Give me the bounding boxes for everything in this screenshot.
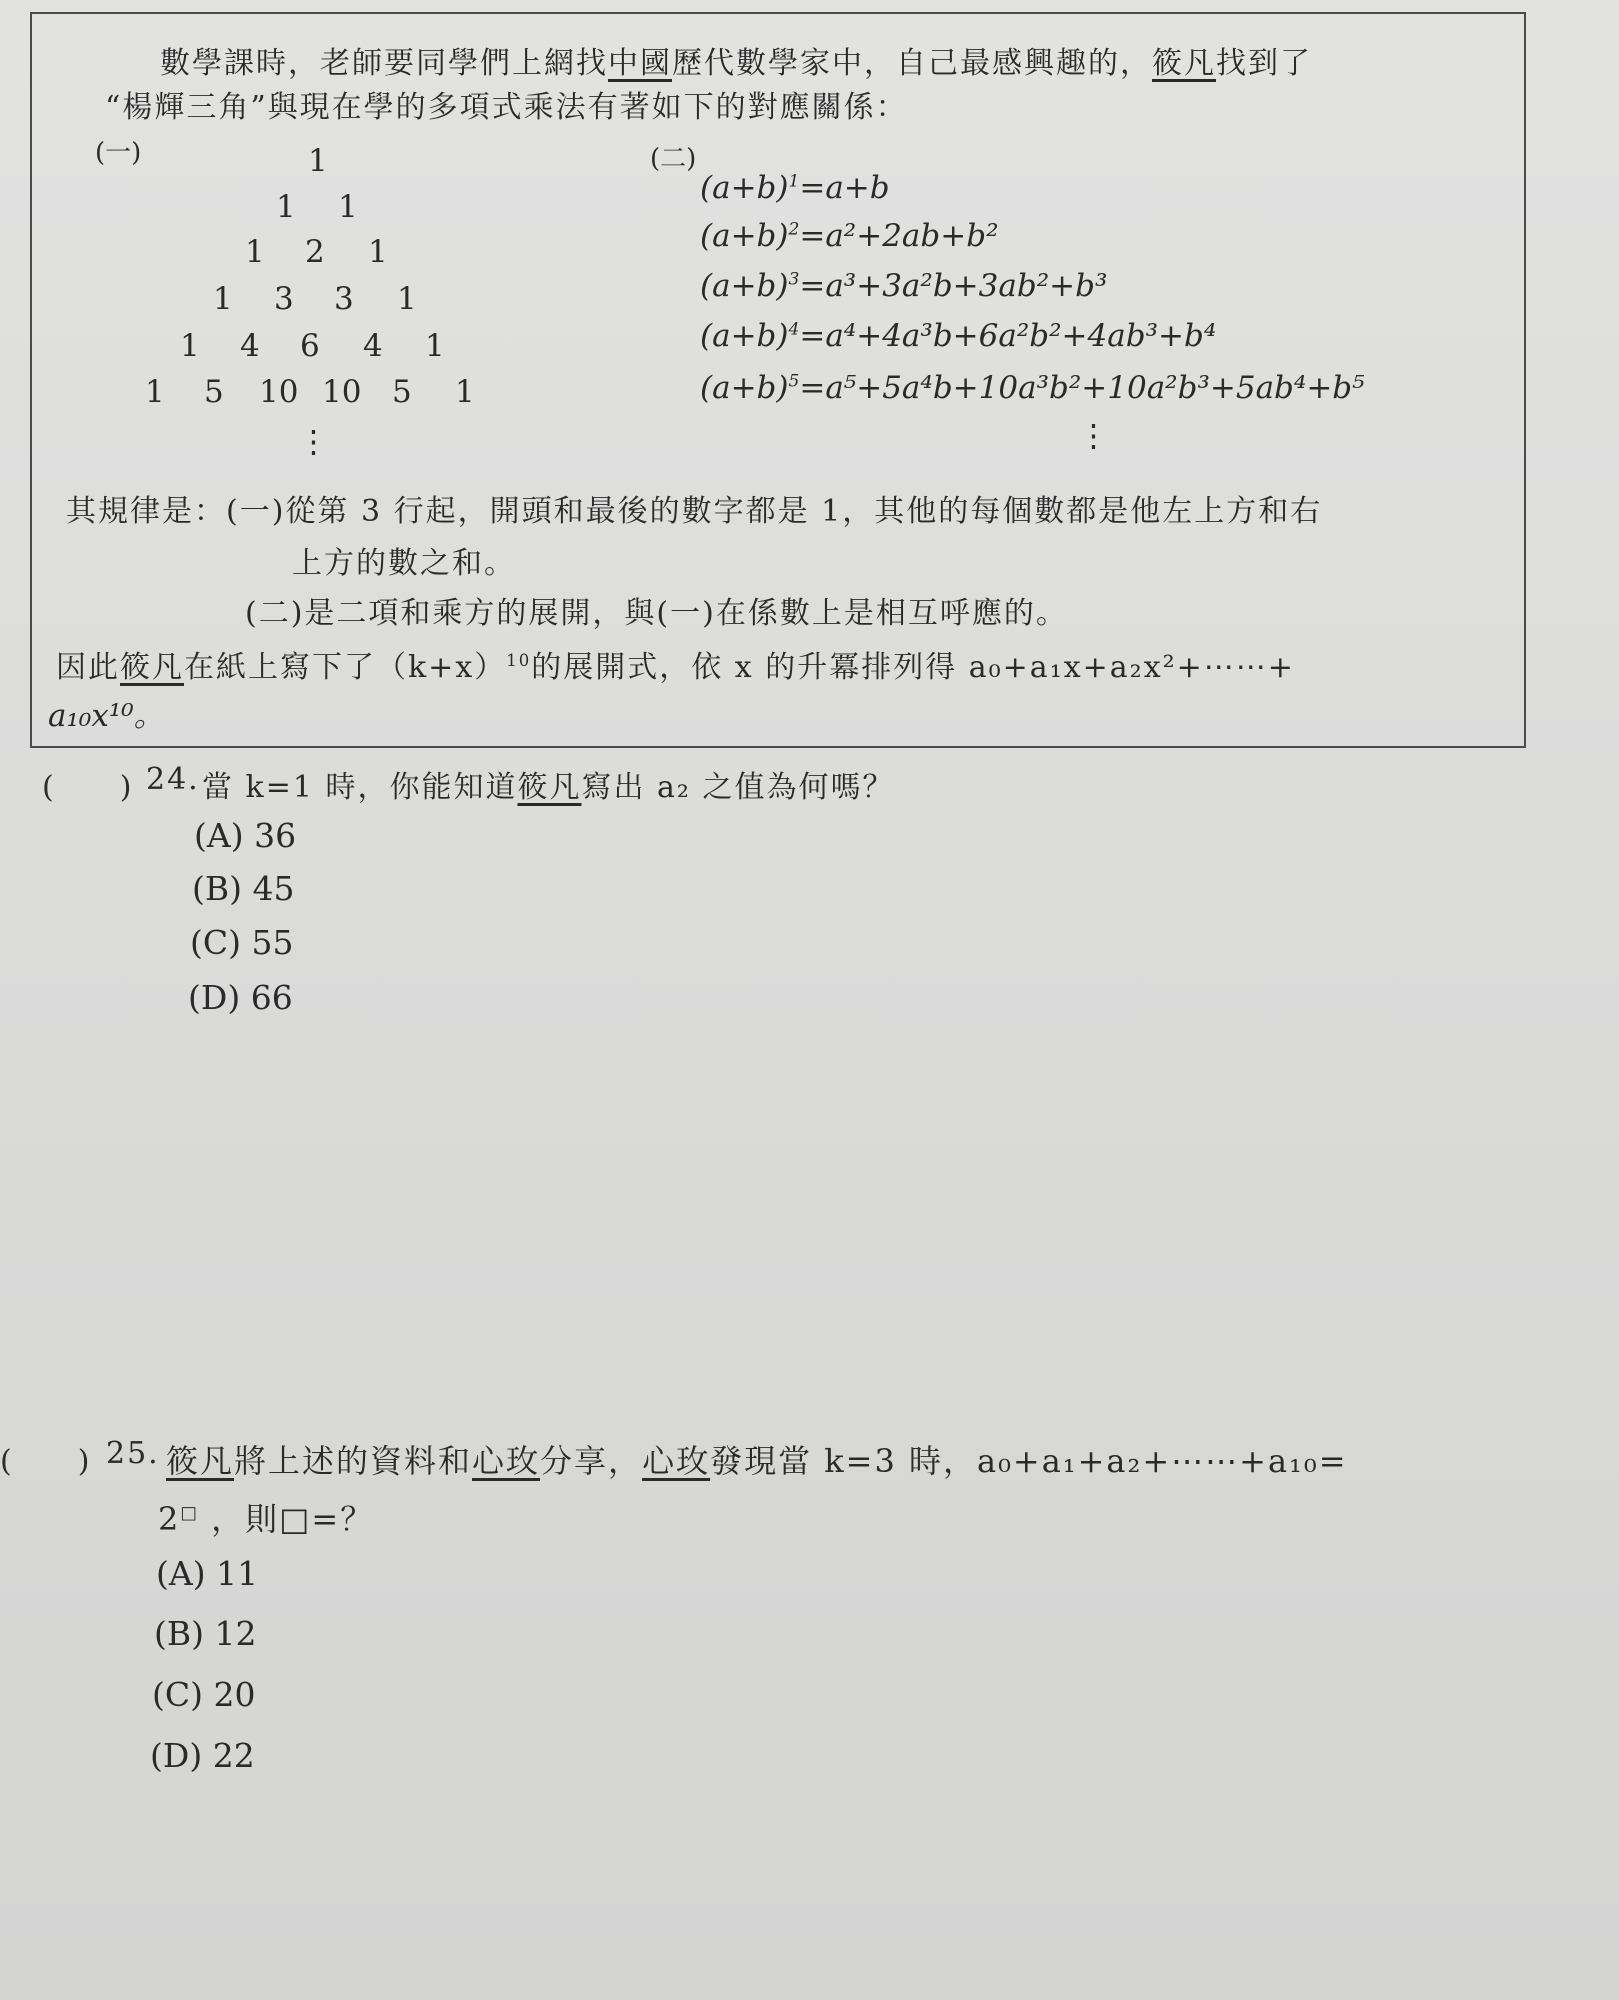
triangle-number: 5 — [204, 374, 224, 410]
question-text: ，則□=？ — [211, 1500, 375, 1538]
triangle-number: 5 — [392, 374, 412, 410]
q24-answer-blank[interactable]: ( ) — [42, 770, 134, 805]
person-name: 心玫 — [642, 1442, 711, 1480]
conclusion-text: 在紙上寫下了（k+x） — [184, 650, 507, 685]
triangle-number: 1 — [276, 189, 296, 225]
person-name: 筱凡 — [166, 1442, 235, 1480]
person-name: 筱凡 — [120, 650, 184, 685]
triangle-number: 1 — [397, 281, 417, 317]
triangle-number: 1 — [368, 234, 388, 270]
q25-answer-blank[interactable]: ( ) — [0, 1444, 92, 1479]
triangle-number: 1 — [425, 328, 445, 364]
triangle-number: 1 — [245, 234, 265, 270]
question-text: 當 k=1 時，你能知道 — [202, 770, 518, 805]
person-name: 筱凡 — [517, 770, 582, 805]
expansion-line: $(a+b)^5=a^5+5a^4b+10a^3b^2+10a^2b^3+5ab^4+b^5$ — [700, 370, 1365, 406]
intro-text: 數學課時，老師要同學們上網找 — [160, 46, 608, 81]
expansion-line: $(a+b)^2=a^2+2ab+b^2$ — [700, 218, 999, 254]
intro-text: 找到了 — [1216, 46, 1312, 81]
q25-option-a[interactable]: (A) 11 — [156, 1554, 259, 1593]
triangle-number: 6 — [300, 328, 320, 364]
q25-text-line-2: 2□ ，則□=？ — [158, 1500, 375, 1538]
question-text: 分享， — [540, 1442, 643, 1480]
question-text: 發現當 k=3 時，a₀+a₁+a₂+⋯⋯+a₁₀= — [710, 1442, 1348, 1480]
conclusion-text: 因此 — [56, 650, 120, 685]
triangle-number: 1 — [308, 143, 328, 179]
intro-text: 歷代數學家中，自己最感興趣的， — [672, 46, 1152, 81]
q24-option-c[interactable]: (C) 55 — [190, 923, 294, 962]
expansion-continuation-dots: ⋮ — [1078, 418, 1109, 454]
exponent: 10 — [506, 651, 532, 670]
intro-line-2: “楊輝三角”與現在學的多項式乘法有著如下的對應關係： — [105, 90, 908, 125]
question-text: 寫出 a₂ 之值為何嗎？ — [581, 770, 895, 805]
q24-option-a[interactable]: (A) 36 — [194, 816, 297, 855]
q24-option-b[interactable]: (B) 45 — [192, 869, 295, 908]
rule-line-3: (二)是二項和乘方的展開，與(一)在係數上是相互呼應的。 — [245, 596, 1068, 631]
q25-option-d[interactable]: (D) 22 — [150, 1736, 255, 1775]
person-name: 心玫 — [472, 1442, 541, 1480]
q25-option-c[interactable]: (C) 20 — [152, 1675, 256, 1714]
triangle-number: 10 — [259, 374, 299, 410]
q24-option-d[interactable]: (D) 66 — [188, 978, 293, 1017]
question-text: 將上述的資料和 — [234, 1442, 473, 1480]
intro-line-1 — [160, 38, 1312, 82]
triangle-number: 4 — [363, 328, 383, 364]
triangle-number: 1 — [213, 281, 233, 317]
expansion-line: $(a+b)^1=a+b$ — [700, 170, 890, 206]
expansion-line: $(a+b)^3=a^3+3a^2b+3ab^2+b^3$ — [700, 268, 1108, 304]
triangle-number: 2 — [305, 234, 325, 270]
conclusion-text: 的展開式，依 x 的升冪排列得 a₀+a₁x+a₂x²+⋯⋯+ — [531, 650, 1295, 685]
question-text: 2 — [158, 1500, 181, 1538]
person-name: 筱凡 — [1152, 46, 1216, 81]
q24-text — [202, 762, 894, 806]
label-one: (一) — [95, 138, 142, 168]
label-two: (二) — [650, 144, 697, 174]
q25-number: 25. — [106, 1436, 160, 1471]
rule-line-1: 其規律是：(一)從第 3 行起，開頭和最後的數字都是 1，其他的每個數都是他左上方和右 — [66, 494, 1323, 529]
triangle-number: 4 — [240, 328, 260, 364]
conclusion-line-1 — [56, 642, 1295, 686]
place-name: 中國 — [608, 46, 672, 81]
q25-text — [166, 1436, 1348, 1482]
rule-line-2: 上方的數之和。 — [292, 546, 516, 581]
expansion-line: $(a+b)^4=a^4+4a^3b+6a^2b^2+4ab^3+b^4$ — [700, 318, 1217, 354]
triangle-number: 1 — [338, 189, 358, 225]
q25-option-b[interactable]: (B) 12 — [154, 1614, 257, 1653]
triangle-number: 1 — [180, 328, 200, 364]
triangle-number: 3 — [274, 281, 294, 317]
conclusion-line-2: a₁₀x¹⁰。 — [48, 698, 165, 734]
triangle-number: 1 — [455, 374, 475, 410]
q24-number: 24. — [146, 762, 200, 797]
triangle-number: 1 — [145, 374, 165, 410]
triangle-continuation-dots: ⋮ — [298, 424, 329, 460]
triangle-number: 3 — [334, 281, 354, 317]
triangle-number: 10 — [322, 374, 362, 410]
